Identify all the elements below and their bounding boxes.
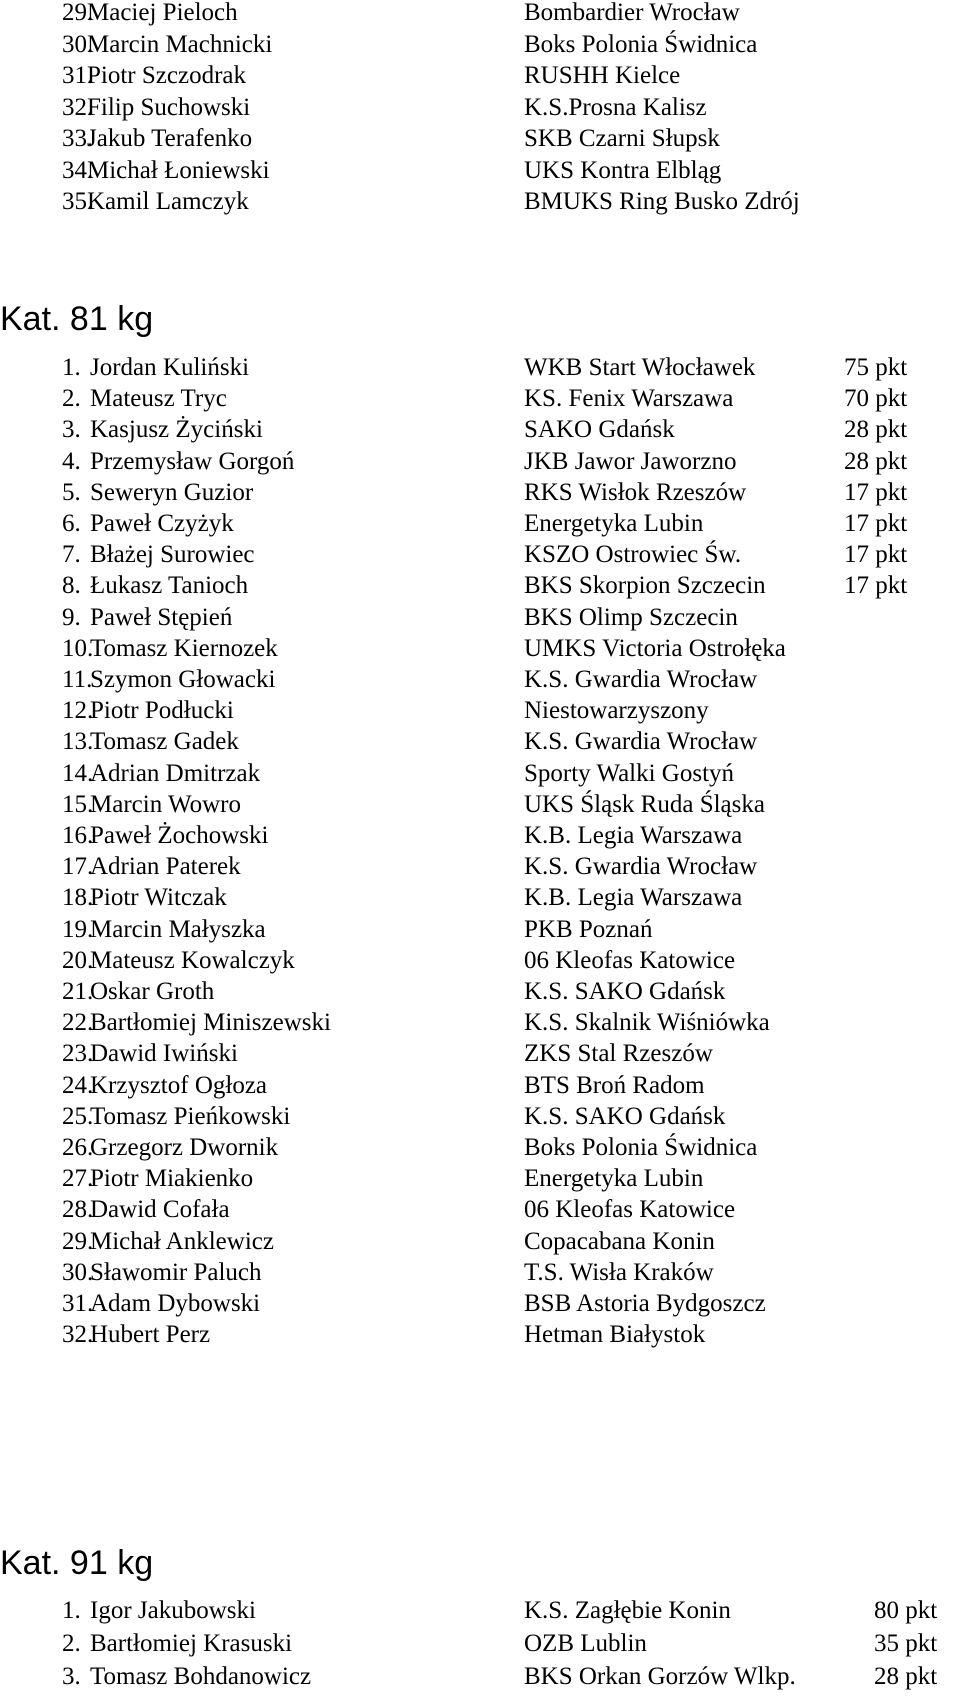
- club-name: K.S.Prosna Kalisz: [524, 93, 707, 121]
- competitor-name: Jordan Kuliński: [90, 354, 250, 381]
- club-name: KSZO Ostrowiec Św.: [524, 541, 742, 569]
- competitor-name: Paweł Żochowski: [90, 822, 269, 849]
- place-number: 3.: [62, 1663, 81, 1690]
- result-row: [0, 1660, 960, 1694]
- competitor-name: Błażej Surowiec: [90, 541, 255, 569]
- competitor-name: Tomasz Gadek: [90, 728, 239, 756]
- club-name: BKS Orkan Gorzów Wlkp.: [524, 1663, 796, 1690]
- result-row: [0, 913, 960, 947]
- competitor-name: Tomasz Bohdanowicz: [90, 1663, 312, 1690]
- competitor-name: Tomasz Kiernozek: [90, 634, 278, 662]
- result-row: [0, 1627, 960, 1661]
- place-number: 32.: [62, 1321, 94, 1349]
- competitor-name: Marcin Machnicki: [87, 30, 273, 58]
- place-number: 23.: [62, 1040, 94, 1068]
- place-number: 9.: [62, 603, 81, 631]
- points: 28 pkt: [874, 1663, 938, 1690]
- competitor-name: Marcin Wowro: [90, 790, 241, 818]
- result-row: [0, 154, 960, 188]
- place-number: 27.: [62, 1165, 94, 1193]
- competitor-name: Hubert Perz: [90, 1321, 211, 1349]
- result-row: [0, 850, 960, 884]
- competitor-name: Paweł Stępień: [90, 603, 233, 631]
- club-name: WKB Start Włocławek: [524, 354, 756, 381]
- competitor-name: Krzysztof Ogłoza: [90, 1071, 268, 1099]
- club-name: BSB Astoria Bydgoszcz: [524, 1290, 766, 1317]
- competitor-name: Piotr Podłucki: [90, 697, 234, 725]
- place-number: 8.: [62, 572, 81, 600]
- club-name: BTS Broń Radom: [524, 1071, 705, 1099]
- result-row: [0, 944, 960, 978]
- club-name: BMUKS Ring Busko Zdrój: [524, 188, 800, 215]
- club-name: UKS Kontra Elbląg: [524, 156, 722, 184]
- competitor-name: Kasjusz Życiński: [90, 416, 263, 444]
- club-name: 06 Kleofas Katowice: [524, 1196, 736, 1224]
- result-row: [0, 185, 960, 219]
- club-name: K.B. Legia Warszawa: [524, 884, 743, 912]
- place-number: 2.: [62, 1630, 81, 1657]
- place-number: 31.: [62, 1290, 94, 1317]
- place-number: 15.: [62, 790, 94, 818]
- place-number: 7.: [62, 541, 81, 569]
- competitor-name: Jakub Terafenko: [87, 125, 253, 152]
- club-name: KS. Fenix Warszawa: [524, 385, 734, 413]
- club-name: ZKS Stal Rzeszów: [524, 1040, 713, 1068]
- club-name: K.S. Skalnik Wiśniówka: [524, 1009, 770, 1037]
- club-name: K.S. Gwardia Wrocław: [524, 853, 758, 881]
- result-row: [0, 1594, 960, 1628]
- place-number: 22.: [62, 1009, 94, 1037]
- competitor-name: Adam Dybowski: [90, 1290, 261, 1317]
- result-row: [0, 476, 960, 510]
- category-heading: Kat. 81 kg: [0, 300, 154, 338]
- club-name: Hetman Białystok: [524, 1321, 706, 1349]
- place-number: 18.: [62, 884, 94, 912]
- place-number: 30.: [62, 30, 94, 58]
- club-name: Niestowarzyszony: [524, 697, 709, 725]
- competitor-name: Łukasz Tanioch: [90, 572, 249, 600]
- result-row: [0, 601, 960, 635]
- competitor-name: Piotr Szczodrak: [87, 62, 246, 89]
- club-name: Energetyka Lubin: [524, 1165, 704, 1193]
- club-name: RUSHH Kielce: [524, 62, 681, 89]
- place-number: 14.: [62, 759, 94, 787]
- points: 70 pkt: [844, 385, 908, 413]
- points: 28 pkt: [844, 447, 908, 475]
- place-number: 12.: [62, 697, 94, 725]
- points: 17 pkt: [844, 572, 908, 600]
- club-name: UMKS Victoria Ostrołęka: [524, 634, 786, 662]
- result-row: [0, 445, 960, 479]
- result-row: [0, 382, 960, 416]
- competitor-name: Paweł Czyżyk: [90, 510, 234, 537]
- result-row: [0, 569, 960, 603]
- place-number: 5.: [62, 478, 81, 506]
- competitor-name: Adrian Dmitrzak: [90, 759, 261, 787]
- competitor-name: Sławomir Paluch: [90, 1258, 262, 1286]
- result-row: [0, 1037, 960, 1071]
- result-row: [0, 757, 960, 791]
- club-name: K.S. SAKO Gdańsk: [524, 1102, 726, 1130]
- result-row: [0, 1225, 960, 1259]
- place-number: 33.: [62, 125, 94, 152]
- result-row: [0, 1131, 960, 1165]
- points: 17 pkt: [844, 541, 908, 569]
- result-row: [0, 1193, 960, 1227]
- competitor-name: Mateusz Tryc: [90, 385, 227, 413]
- points: 17 pkt: [844, 478, 908, 506]
- place-number: 28.: [62, 1196, 94, 1224]
- club-name: Boks Polonia Świdnica: [524, 30, 758, 58]
- result-row: [0, 91, 960, 125]
- competitor-name: Przemysław Gorgoń: [90, 447, 295, 475]
- place-number: 29.: [62, 1227, 94, 1255]
- club-name: Energetyka Lubin: [524, 510, 704, 537]
- result-row: [0, 1006, 960, 1040]
- result-row: [0, 1069, 960, 1103]
- place-number: 1.: [62, 354, 81, 381]
- place-number: 13.: [62, 728, 94, 756]
- competitor-name: Michał Łoniewski: [87, 156, 270, 184]
- competitor-name: Bartłomiej Miniszewski: [90, 1009, 331, 1037]
- competitor-name: Piotr Witczak: [90, 884, 227, 912]
- result-row: [0, 413, 960, 447]
- club-name: BKS Skorpion Szczecin: [524, 572, 766, 600]
- place-number: 11.: [62, 666, 93, 693]
- place-number: 30.: [62, 1258, 94, 1286]
- result-row: [0, 819, 960, 853]
- club-name: K.S. Zagłębie Konin: [524, 1597, 731, 1624]
- points: 35 pkt: [874, 1630, 938, 1657]
- result-row: [0, 1100, 960, 1134]
- result-row: [0, 59, 960, 93]
- club-name: JKB Jawor Jaworzno: [524, 447, 737, 475]
- place-number: 26.: [62, 1134, 94, 1161]
- place-number: 21.: [62, 978, 94, 1005]
- place-number: 10.: [62, 634, 94, 662]
- result-row: [0, 632, 960, 666]
- place-number: 6.: [62, 510, 81, 537]
- club-name: K.S. SAKO Gdańsk: [524, 978, 726, 1005]
- result-row: [0, 28, 960, 62]
- club-name: K.B. Legia Warszawa: [524, 822, 743, 849]
- club-name: SAKO Gdańsk: [524, 416, 675, 444]
- result-row: [0, 507, 960, 541]
- result-row: [0, 0, 960, 30]
- place-number: 32.: [62, 93, 94, 121]
- club-name: K.S. Gwardia Wrocław: [524, 728, 758, 756]
- club-name: Bombardier Wrocław: [524, 0, 740, 26]
- place-number: 34.: [62, 156, 94, 184]
- club-name: Sporty Walki Gostyń: [524, 759, 735, 787]
- competitor-name: Dawid Cofała: [90, 1196, 230, 1224]
- competitor-name: Kamil Lamczyk: [87, 188, 249, 215]
- place-number: 17.: [62, 853, 94, 881]
- place-number: 35.: [62, 188, 94, 215]
- result-row: [0, 694, 960, 728]
- club-name: K.S. Gwardia Wrocław: [524, 666, 758, 693]
- points: 17 pkt: [844, 510, 908, 537]
- competitor-name: Dawid Iwiński: [90, 1040, 238, 1068]
- club-name: 06 Kleofas Katowice: [524, 946, 736, 974]
- result-row: [0, 1287, 960, 1321]
- place-number: 20.: [62, 946, 94, 974]
- club-name: SKB Czarni Słupsk: [524, 125, 720, 152]
- result-row: [0, 538, 960, 572]
- points: 28 pkt: [844, 416, 908, 444]
- competitor-name: Oskar Groth: [90, 978, 215, 1005]
- result-row: [0, 351, 960, 385]
- points: 75 pkt: [844, 354, 908, 381]
- result-row: [0, 1256, 960, 1290]
- place-number: 19.: [62, 915, 94, 943]
- place-number: 3.: [62, 416, 81, 444]
- competitor-name: Maciej Pieloch: [87, 0, 238, 26]
- competitor-name: Mateusz Kowalczyk: [90, 946, 295, 974]
- competitor-name: Adrian Paterek: [90, 853, 241, 881]
- club-name: Boks Polonia Świdnica: [524, 1134, 758, 1161]
- competitor-name: Grzegorz Dwornik: [90, 1134, 279, 1161]
- result-row: [0, 725, 960, 759]
- club-name: T.S. Wisła Kraków: [524, 1258, 714, 1286]
- competitor-name: Filip Suchowski: [87, 93, 251, 121]
- competitor-name: Seweryn Guzior: [90, 478, 254, 506]
- result-row: [0, 1318, 960, 1352]
- club-name: BKS Olimp Szczecin: [524, 603, 738, 631]
- competitor-name: Marcin Małyszka: [90, 915, 266, 943]
- club-name: UKS Śląsk Ruda Śląska: [524, 790, 765, 818]
- competitor-name: Tomasz Pieńkowski: [90, 1102, 291, 1130]
- competitor-name: Michał Anklewicz: [90, 1227, 274, 1255]
- result-row: [0, 122, 960, 156]
- competitor-name: Piotr Miakienko: [90, 1165, 254, 1193]
- club-name: RKS Wisłok Rzeszów: [524, 478, 747, 506]
- place-number: 25.: [62, 1102, 94, 1130]
- place-number: 1.: [62, 1597, 81, 1624]
- club-name: OZB Lublin: [524, 1630, 647, 1657]
- place-number: 4.: [62, 447, 81, 475]
- result-row: [0, 975, 960, 1009]
- place-number: 2.: [62, 385, 81, 413]
- competitor-name: Bartłomiej Krasuski: [90, 1630, 293, 1657]
- competitor-name: Igor Jakubowski: [90, 1597, 256, 1624]
- result-row: [0, 788, 960, 822]
- place-number: 24.: [62, 1071, 94, 1099]
- result-row: [0, 1162, 960, 1196]
- place-number: 31.: [62, 62, 94, 89]
- points: 80 pkt: [874, 1597, 938, 1624]
- category-heading: Kat. 91 kg: [0, 1544, 154, 1582]
- competitor-name: Szymon Głowacki: [90, 666, 276, 693]
- club-name: PKB Poznań: [524, 915, 653, 943]
- place-number: 29.: [62, 0, 94, 26]
- result-row: [0, 663, 960, 697]
- place-number: 16.: [62, 822, 94, 849]
- club-name: Copacabana Konin: [524, 1227, 715, 1255]
- result-row: [0, 881, 960, 915]
